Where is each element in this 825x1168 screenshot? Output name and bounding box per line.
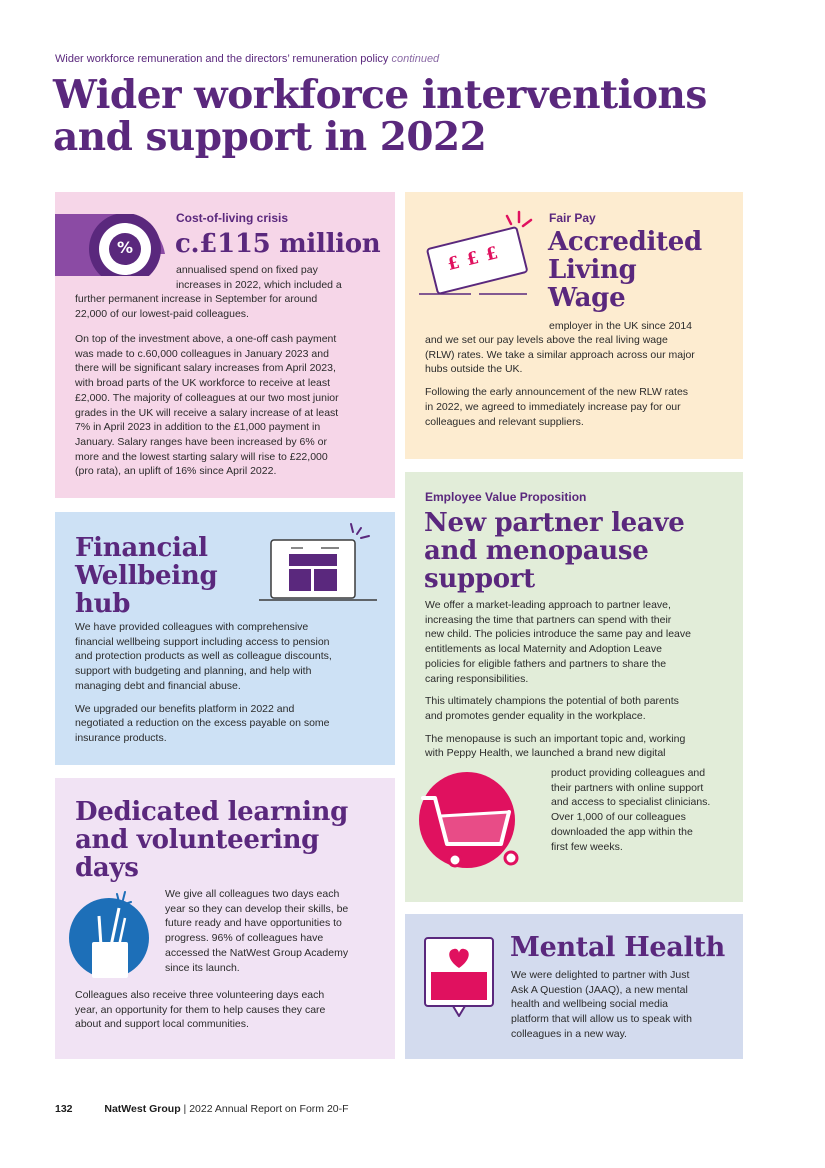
body-line: new child. The policies introduce the same pay and leave [425,628,691,641]
fair-pay-subtitle: Fair Pay [549,211,596,225]
body-line: entitlements as local Maternity and Adoption Leave [425,643,662,656]
body-line: downloaded the app within the [551,825,693,838]
percent-symbol: % [116,238,134,257]
financial-wellbeing-headline [75,534,217,618]
mental-health-panel [405,914,743,1059]
body-line: progress. 96% of colleagues have [165,932,324,945]
headline-line: Living [548,255,637,285]
body-line: there will be significant salary increases from April 2023, [75,362,336,375]
lead-line: further permanent increase in September for around [75,293,318,305]
body-line: health and wellbeing social media [511,998,669,1011]
percent-icon [55,214,167,276]
body-line: product providing colleagues and [551,767,706,779]
evp-panel [405,472,743,902]
headline-line: days [75,853,139,883]
body-line: We were delighted to partner with Just [511,969,690,981]
heart-message-icon [423,936,499,1018]
body-line: future ready and have opportunities to [165,917,342,930]
page-number: 132 [55,1103,73,1115]
body-line: support with budgeting and planning, and help with [75,665,312,678]
cost-of-living-subtitle: Cost-of-living crisis [176,211,289,225]
body-line: in 2022, we agreed to immediately increase pay for our [425,400,681,413]
pencil-pot-icon [67,888,153,978]
body-line: and promotes gender equality in the workplace. [425,709,646,722]
body-line: January. Salary ranges have been increased by 6% or [75,435,327,448]
page-title-line-2: and support in 2022 [53,114,487,160]
body-line: On top of the investment above, a one-off cash payment [75,333,337,345]
financial-wellbeing-panel [55,512,395,765]
body-line: insurance products. [75,731,167,744]
body-line: colleagues and relevant suppliers. [425,415,584,428]
kicker-continued: continued [391,53,440,65]
headline-line: Accredited [548,227,702,257]
evp-body [425,598,691,761]
body-line: financial wellbeing support including access to pension [75,635,330,648]
headline-line: Wellbeing [75,561,218,591]
page-footer [55,1103,349,1115]
body-line: grades in the UK will receive a salary increase of at least [75,406,339,419]
body-line: since its launch. [165,961,240,974]
body-line: accessed the NatWest Group Academy [165,946,349,959]
body-line: first few weeks. [551,840,623,853]
body-line: more and the lowest starting salary will rise to £22,000 [75,450,328,463]
body-line: with Peppy Health, we launched a brand new digital [425,747,666,760]
cost-of-living-panel [55,192,395,498]
body-line: This ultimately champions the potential of both parents [425,695,679,708]
body-line: with broad parts of the UK workforce to receive at least [75,377,331,390]
body-line: about and support local communities. [75,1018,249,1031]
body-line: £2,000. The majority of colleagues at our two most junior [75,391,339,404]
headline-line: New partner leave [424,508,685,538]
lead-line: 22,000 of our lowest-paid colleagues. [75,307,249,320]
headline-line: and volunteering [75,825,320,855]
body-line: (pro rata), an uplift of 16% since April 2022. [75,465,277,478]
learning-body-wrap [165,887,348,975]
body-line: year, an opportunity for them to help causes they care [75,1003,326,1016]
headline-line: Dedicated learning [75,797,349,827]
body-line: caring responsibilities. [425,672,529,685]
financial-wellbeing-body [75,620,332,746]
page-title-line-1: Wider workforce interventions [53,72,707,118]
headline-line: and menopause [424,536,649,566]
body-line: Ask A Question (JAAQ), a new mental [511,983,688,996]
body-line: (RLW) rates. We take a similar approach across our major [425,348,695,361]
lead-line: increases in 2022, which included a [176,278,342,291]
body-line: We give all colleagues two days each [165,888,340,900]
headline-line: support [424,564,535,594]
body-line: and access to specialist clinicians. [551,796,711,809]
body-line: Colleagues also receive three volunteering days each [75,989,325,1001]
body-line: We upgraded our benefits platform in 2022 and [75,702,295,715]
body-line: managing debt and financial abuse. [75,679,241,692]
lead-line: annualised spend on fixed pay [176,264,318,276]
cost-of-living-lead-top [176,263,342,292]
body-line: The menopause is such an important topic and, working [425,732,686,745]
fair-pay-panel [405,192,743,459]
kicker-text: Wider workforce remuneration and the directors’ remuneration policy [55,53,389,65]
body-line: 7% in April 2023 in addition to the £1,000 payment in [75,421,321,434]
headline-line: Financial [75,533,208,563]
evp-headline [424,509,685,593]
body-line: increasing the time that partners can spend with their [425,613,672,626]
body-line: Over 1,000 of our colleagues [551,811,686,824]
page-title [53,74,773,158]
pound-symbols: £ £ £ [445,242,501,276]
learning-headline [75,798,348,882]
headline-line: Wage [548,283,626,313]
cost-of-living-body [75,332,339,479]
cost-of-living-headline: c.£115 million [175,229,381,259]
footer-separator: | [183,1103,187,1115]
body-line: colleagues in a new way. [511,1027,627,1040]
fair-pay-body [425,333,695,429]
body-line: year so they can develop their skills, be [165,902,349,915]
body-line: and protection products as well as colleague discounts, [75,650,332,663]
footer-report: 2022 Annual Report on Form 20-F [189,1103,349,1115]
evp-subtitle: Employee Value Proposition [425,490,587,504]
cost-of-living-lead-bottom [75,292,317,321]
shopping-cart-icon [417,768,529,874]
body-line: We offer a market-leading approach to partner leave, [425,599,671,611]
fair-pay-lead: employer in the UK since 2014 [549,320,692,332]
body-line: policies for eligible fathers and partners to share the [425,657,667,670]
learning-body [75,988,325,1032]
evp-body-wrap [551,766,710,854]
footer-brand: NatWest Group [104,1103,181,1115]
body-line: platform that will allow us to speak with [511,1013,692,1026]
body-line: hubs outside the UK. [425,363,523,376]
headline-line: hub [75,589,131,619]
mental-health-body [511,968,692,1042]
fair-pay-headline [548,228,702,312]
body-line: negotiated a reduction on the excess payable on some [75,717,330,730]
body-line: and we set our pay levels above the real living wage [425,334,668,346]
learning-panel [55,778,395,1059]
body-line: was made to c.60,000 colleagues in January 2023 and [75,347,329,360]
section-kicker [55,53,439,65]
laptop-icon [255,520,381,604]
body-line: We have provided colleagues with comprehensive [75,621,309,633]
body-line: their partners with online support [551,781,704,794]
mental-health-headline: Mental Health [510,932,725,963]
body-line: Following the early announcement of the new RLW rates [425,386,689,399]
